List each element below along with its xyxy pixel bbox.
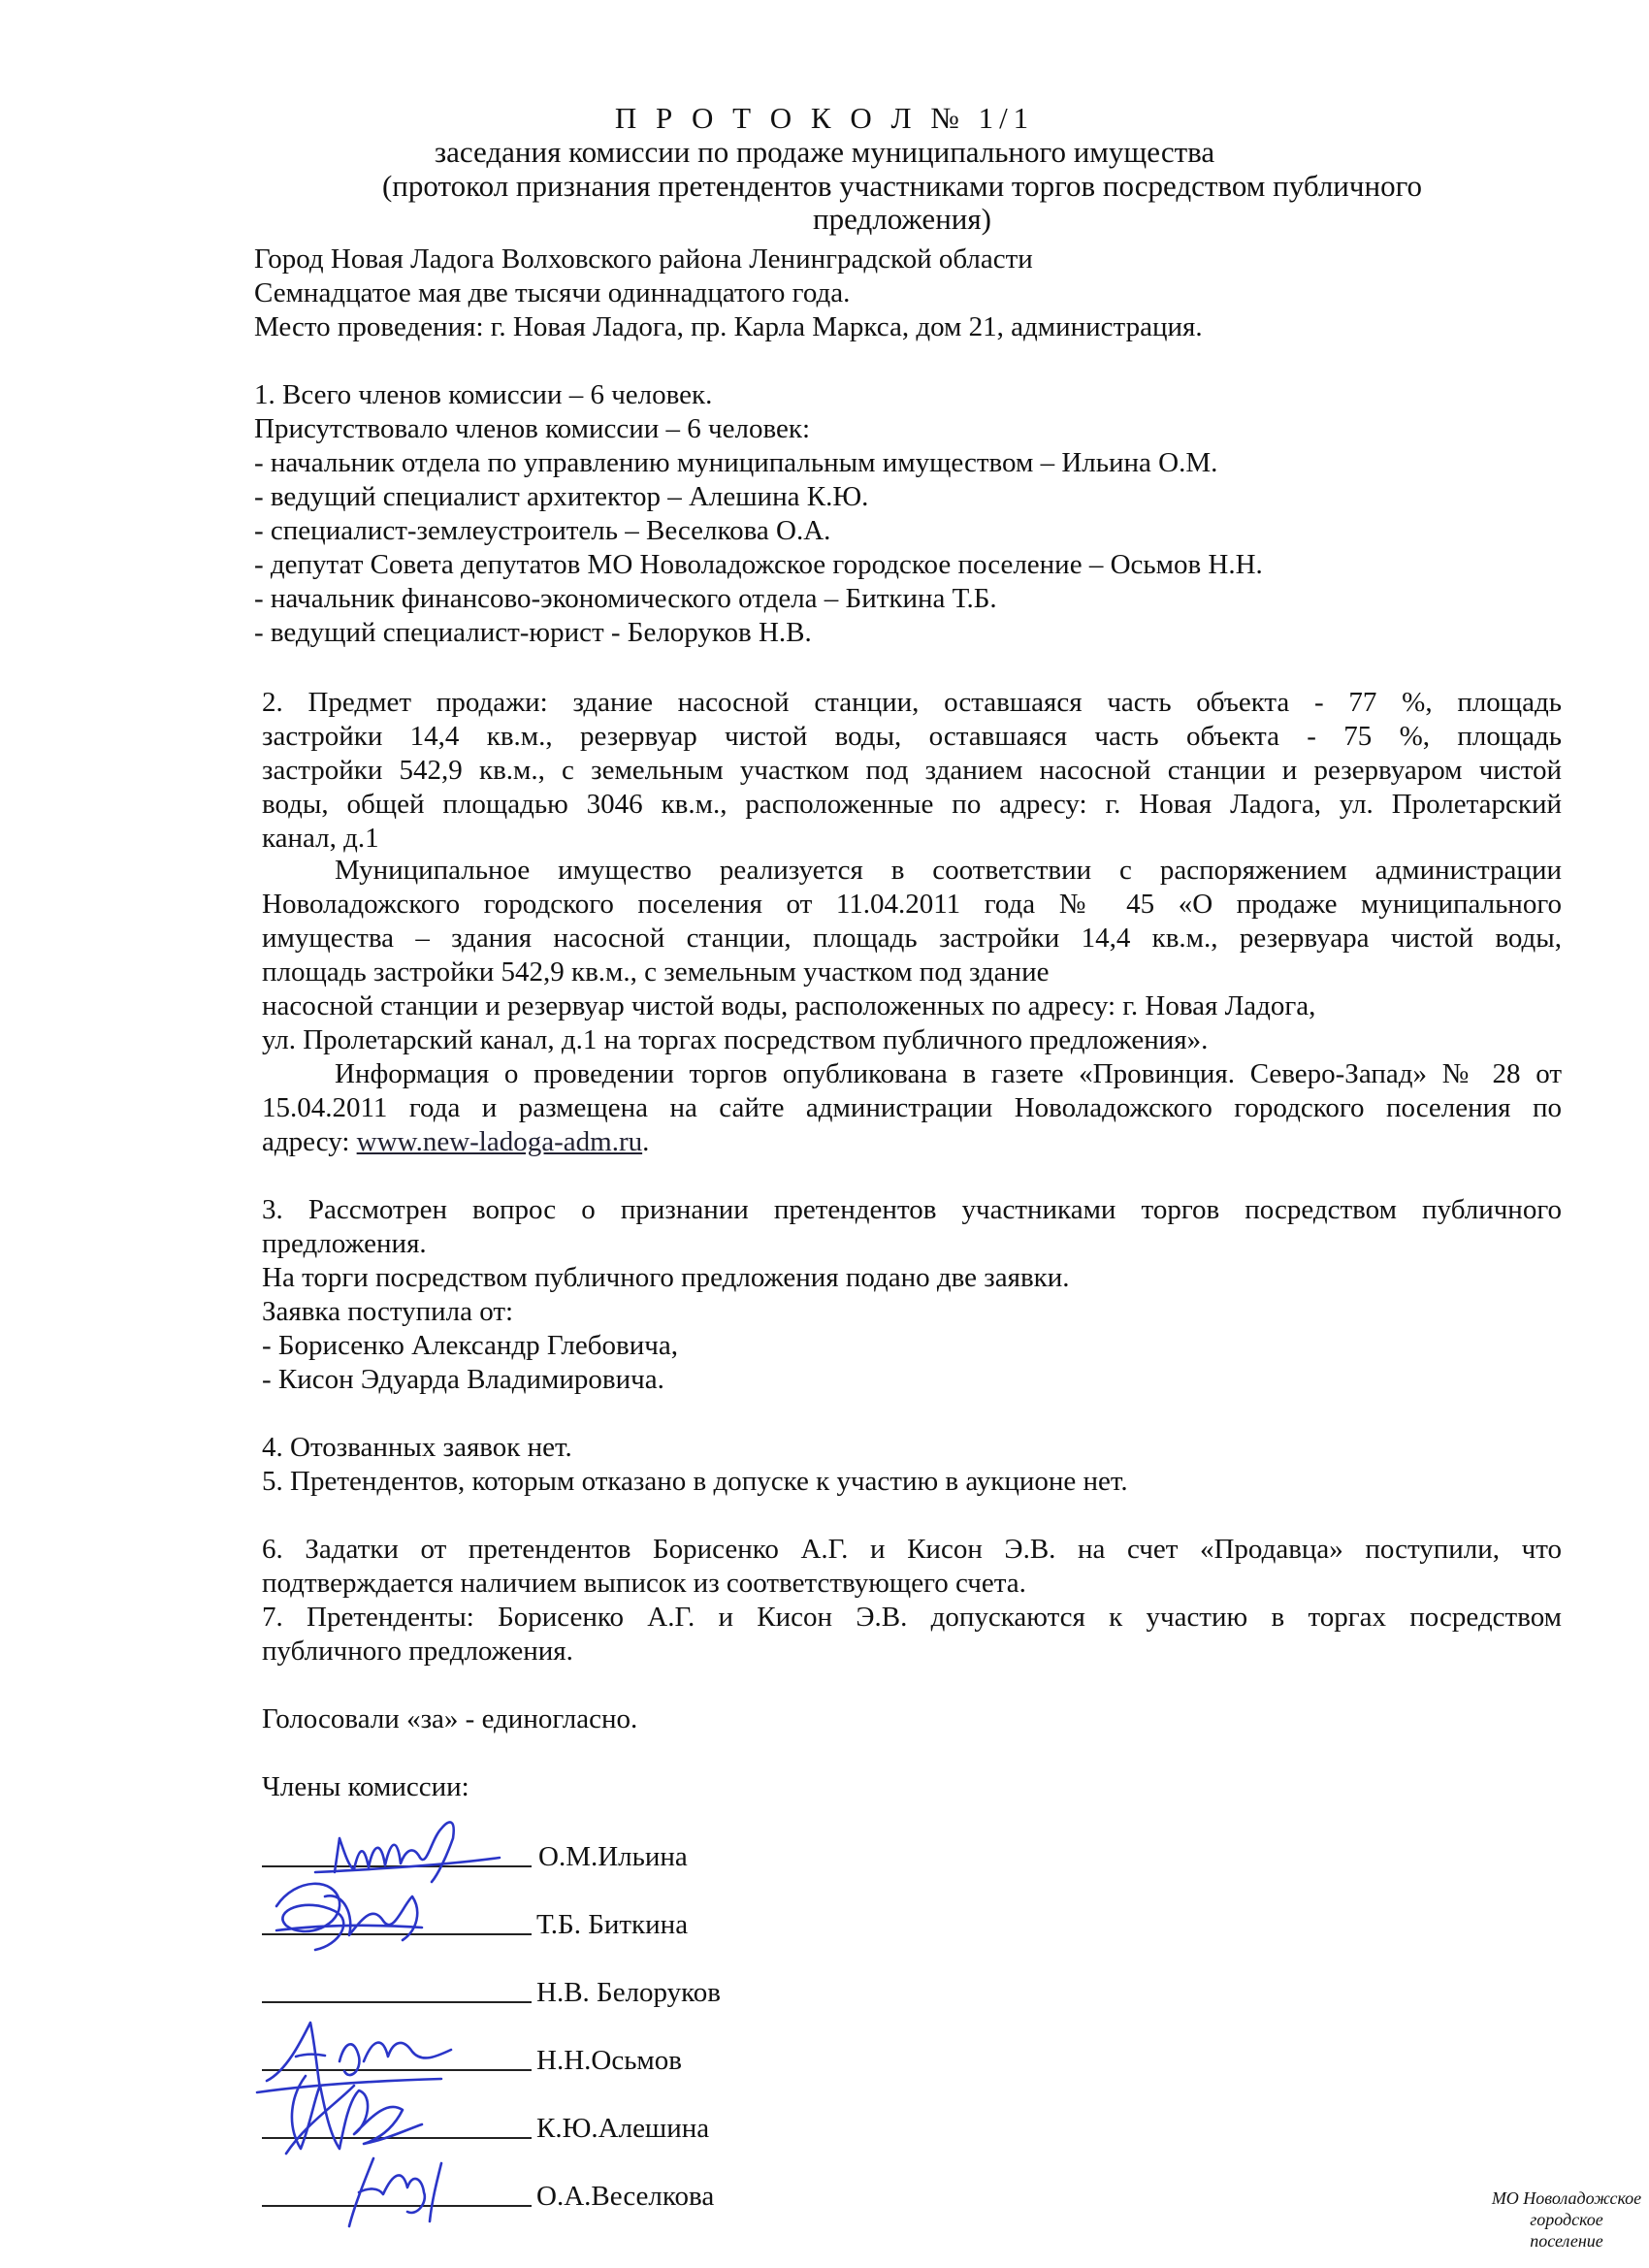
section1-line: - ведущий специалист архитектор – Алешина К.Ю.	[254, 481, 869, 512]
section7-line: публичного предложения.	[262, 1636, 573, 1667]
period: .	[642, 1126, 650, 1157]
section1-line: - начальник финансово-экономического отдела – Биткина Т.Б.	[254, 583, 997, 614]
section2-line: ул. Пролетарский канал, д.1 на торгах посредством публичного предложения».	[262, 1024, 1209, 1055]
intro-line: Город Новая Ладога Волховского района Ленинградской области	[254, 243, 1033, 275]
signature-name: О.А.Веселкова	[536, 2181, 715, 2212]
signature-name: О.М.Ильина	[538, 1841, 688, 1872]
section4-line: 4. Отозванных заявок нет.	[262, 1432, 572, 1463]
section2-line	[262, 1125, 649, 1158]
signature-name: К.Ю.Алешина	[536, 2113, 710, 2144]
section2-line: воды, общей площадью 3046 кв.м., расположенные по адресу: г. Новая Ладога, ул. Пролетарский	[262, 789, 1562, 820]
stamp-text: МО Новоладожское городское поселение	[1491, 2188, 1642, 2251]
address-label: адресу:	[262, 1126, 357, 1157]
section2-line: Муниципальное имущество реализуется в соответствии с распоряжением администрации	[335, 855, 1562, 886]
section3-line: предложения.	[262, 1228, 427, 1259]
section3-line: Заявка поступила от:	[262, 1296, 514, 1327]
section1-line: - специалист-землеустроитель – Веселкова О.А.	[254, 515, 831, 546]
section1-line: - депутат Совета депутатов МО Новоладожское городское поселение – Осьмов Н.Н.	[254, 549, 1263, 580]
intro-line: Место проведения: г. Новая Ладога, пр. Карла Маркса, дом 21, администрация.	[254, 311, 1203, 342]
section2-line: 2. Предмет продажи: здание насосной станции, оставшаяся часть объекта - 77 %, площадь	[262, 687, 1562, 718]
document-subtitle-2: (протокол признания претендентов участниками торгов посредством публичного предложения)	[381, 169, 1423, 236]
section1-line: - ведущий специалист-юрист - Белоруков Н.В.	[254, 617, 812, 648]
section1-line: Присутствовало членов комиссии – 6 человек:	[254, 413, 811, 444]
section6-line: 6. Задатки от претендентов Борисенко А.Г. и Кисон Э.В. на счет «Продавца» поступили, что	[262, 1534, 1562, 1565]
section1-line: - начальник отдела по управлению муниципальным имуществом – Ильина О.М.	[254, 447, 1218, 478]
section3-line: - Борисенко Александр Глебовича,	[262, 1330, 678, 1361]
website-link[interactable]: www.new-ladoga-adm.ru	[356, 1126, 643, 1157]
section2-line: застройки 14,4 кв.м., резервуар чистой воды, оставшаяся часть объекта - 75 %, площадь	[262, 721, 1562, 752]
document-subtitle: заседания комиссии по продаже муниципального имущества	[434, 135, 1215, 169]
section5-line: 5. Претендентов, которым отказано в допуске к участию в аукционе нет.	[262, 1466, 1128, 1497]
signature-name: Н.В. Белоруков	[536, 1977, 721, 2008]
section2-line: канал, д.1	[262, 823, 379, 854]
section1-line: 1. Всего членов комиссии – 6 человек.	[254, 379, 713, 410]
handwritten-signature-2	[247, 1867, 567, 1960]
signature-name: Т.Б. Биткина	[536, 1909, 689, 1940]
section2-line: насосной станции и резервуар чистой воды, расположенных по адресу: г. Новая Ладога,	[262, 990, 1316, 1021]
intro-line: Семнадцатое мая две тысячи одиннадцатого года.	[254, 277, 851, 308]
section3-line: - Кисон Эдуарда Владимировича.	[262, 1364, 664, 1395]
section7-line: 7. Претенденты: Борисенко А.Г. и Кисон Э.В. допускаются к участию в торгах посредством	[262, 1602, 1562, 1633]
section2-line: Информация о проведении торгов опубликована в газете «Провинция. Северо-Запад» № 28 от	[335, 1058, 1562, 1089]
section6-line: подтверждается наличием выписок из соответствующего счета.	[262, 1568, 1026, 1599]
signature-name: Н.Н.Осьмов	[536, 2045, 682, 2076]
section2-line: имущества – здания насосной станции, площадь застройки 14,4 кв.м., резервуара чистой воды,	[262, 923, 1562, 954]
section2-line: застройки 542,9 кв.м., с земельным участком под зданием насосной станции и резервуаром чистой	[262, 755, 1562, 786]
document-title: П Р О Т О К О Л № 1/1	[614, 101, 1035, 135]
section3-line: 3. Рассмотрен вопрос о признании претендентов участниками торгов посредством публичного	[262, 1194, 1562, 1225]
section2-line: Новоладожского городского поселения от 11.04.2011 года № 45 «О продаже муниципального	[262, 889, 1562, 920]
handwritten-signature-5	[247, 2144, 567, 2236]
section2-line: 15.04.2011 года и размещена на сайте администрации Новоладожского городского поселения по	[262, 1092, 1562, 1123]
vote-line: Голосовали «за» - единогласно.	[262, 1703, 638, 1734]
section2-line: площадь застройки 542,9 кв.м., с земельным участком под здание	[262, 956, 1050, 988]
section3-line: На торги посредством публичного предложения подано две заявки.	[262, 1262, 1070, 1293]
members-label: Члены комиссии:	[262, 1771, 469, 1802]
